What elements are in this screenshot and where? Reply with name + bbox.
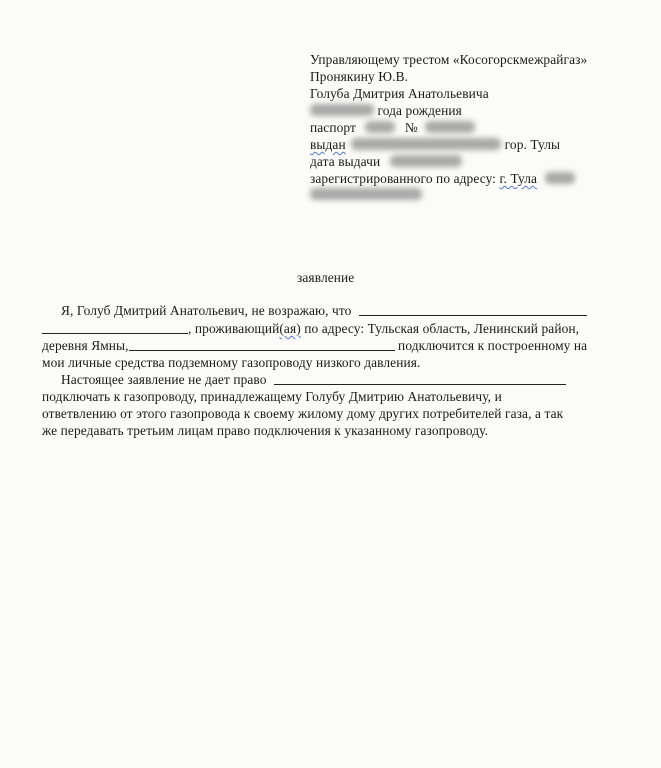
registered-line: [310, 170, 575, 187]
registered-city: г. Тула: [499, 171, 538, 186]
redacted-address: [310, 188, 422, 200]
paragraph-2-line-3: ответвлению от этого газопровода к своему жилому дому других потребителей газа, а так: [42, 406, 564, 421]
issued-city: гор. Тулы: [504, 137, 561, 152]
birth-year-line: [310, 102, 462, 119]
redacted-issue-date: [390, 155, 462, 167]
p1-line-2-text-a: , проживающий: [188, 321, 280, 336]
issue-date-label: дата выдачи: [310, 154, 381, 169]
blank-field-2: [42, 322, 188, 334]
document-title: заявление: [297, 270, 355, 285]
number-sign: №: [404, 120, 418, 135]
addressee-line-2: Пронякину Ю.В.: [310, 69, 409, 84]
p1-line-2-text-c: по адресу: Тульская область, Ленинский район,: [300, 321, 580, 336]
p2-line-1-text: Настоящее заявление не дает право: [61, 372, 267, 387]
paragraph-1-line-3: [42, 337, 587, 354]
redacted-passport-number: [425, 121, 475, 133]
redacted-birth-year: [310, 104, 374, 116]
blank-field-4: [274, 373, 566, 385]
p1-line-3-text-a: деревня Ямны,: [42, 338, 129, 353]
p1-line-3-text-b: подключится к построенному на: [394, 338, 588, 353]
registered-label: зарегистрированного по адресу:: [310, 171, 497, 186]
birth-year-label: года рождения: [377, 103, 462, 118]
p1-line-1-text: Я, Голуб Дмитрий Анатольевич, не возражаю, что: [61, 303, 352, 318]
passport-line: [310, 119, 475, 136]
redacted-issuer: [351, 138, 501, 150]
p1-line-2-text-b: (ая): [279, 321, 301, 336]
issued-line: [310, 136, 560, 153]
paragraph-2-line-1: [61, 371, 566, 388]
paragraph-1-line-1: [61, 302, 587, 319]
address-continuation-line: [310, 186, 422, 203]
paragraph-1-line-4: мои личные средства подземному газопроводу низкого давления.: [42, 355, 421, 370]
issued-label: выдан: [310, 137, 346, 152]
redacted-street: [545, 172, 575, 184]
paragraph-2-line-4: же передавать третьим лицам право подключения к указанному газопроводу.: [42, 423, 489, 438]
passport-label: паспорт: [310, 120, 356, 135]
sender-name: Голуба Дмитрия Анатольевича: [310, 86, 489, 101]
issue-date-line: [310, 153, 462, 170]
paragraph-2-line-2: подключать к газопроводу, принадлежащему Голубу Дмитрию Анатольевичу, и: [42, 389, 502, 404]
redacted-passport-series: [365, 121, 395, 133]
blank-field-1: [359, 304, 587, 316]
blank-field-3: [129, 339, 395, 351]
addressee-line-1: Управляющему трестом «Косогорскмежрайгаз»: [310, 52, 588, 67]
paragraph-1-line-2: [42, 320, 579, 337]
